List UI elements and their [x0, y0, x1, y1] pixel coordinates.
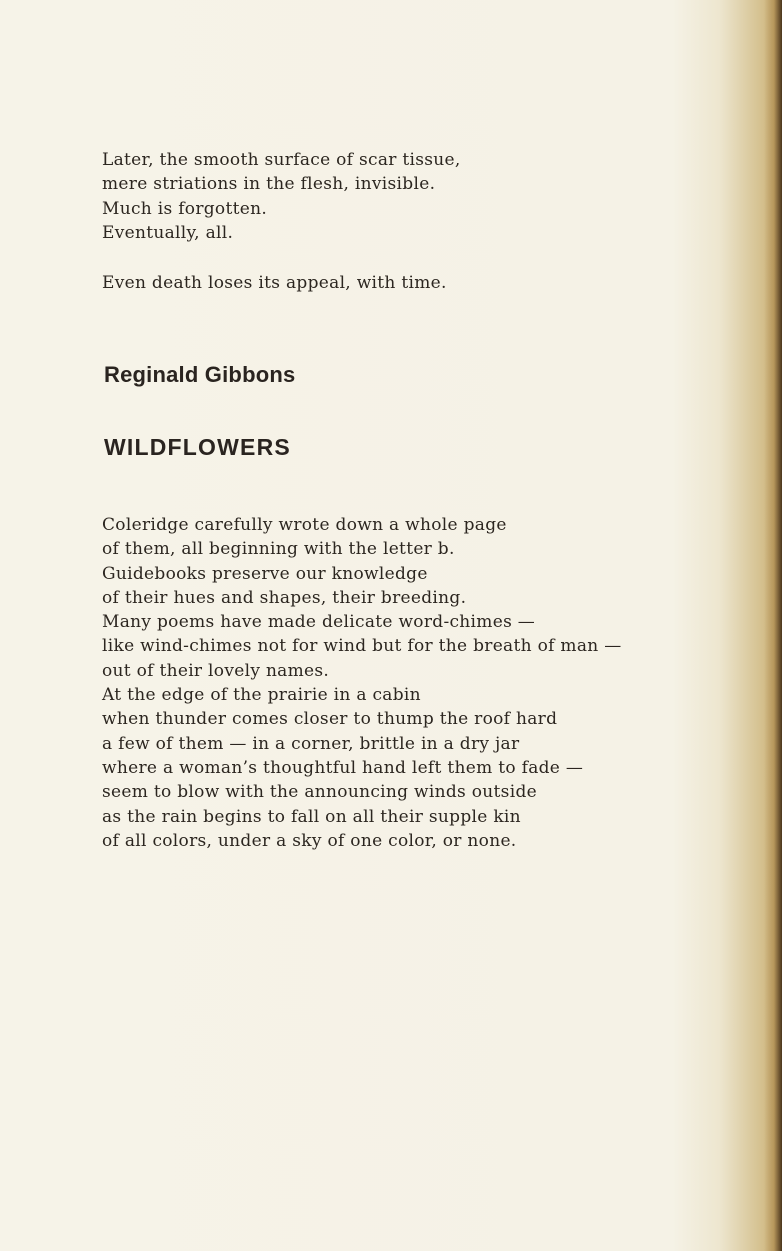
poem-line: where a woman’s thoughtful hand left them to fade — [102, 757, 584, 778]
previous-poem-stanza-2 [102, 271, 447, 295]
poem-line: seem to blow with the announcing winds outside [102, 782, 537, 803]
page-edge-shadow [764, 0, 782, 1251]
poem-line: Many poems have made delicate word-chimes — [102, 612, 536, 633]
poem-line: of their hues and shapes, their breeding. [102, 587, 467, 608]
poem-body [102, 513, 622, 853]
poem-line: Later, the smooth surface of scar tissue, [102, 150, 461, 170]
previous-poem-stanza-1 [102, 148, 461, 245]
poem-line: of them, all beginning with the letter b. [102, 539, 455, 560]
poem-line: Coleridge carefully wrote down a whole page [102, 515, 507, 535]
poem-line: mere striations in the flesh, invisible. [102, 174, 436, 195]
poem-line: out of their lovely names. [102, 660, 330, 681]
poem-line: like wind-chimes not for wind but for the breath of man — [102, 636, 622, 657]
poem-line: when thunder comes closer to thump the roof hard [102, 709, 558, 730]
author-name: Reginald Gibbons [104, 362, 296, 387]
poem-title: WILDFLOWERS [104, 434, 291, 460]
poem-line: At the edge of the prairie in a cabin [102, 685, 421, 706]
poem-line: as the rain begins to fall on all their supple kin [102, 806, 521, 827]
poem-line: a few of them — in a corner, brittle in a dry jar [102, 733, 520, 754]
poem-line: Even death loses its appeal, with time. [102, 273, 447, 293]
poem-line: of all colors, under a sky of one color, or none. [102, 830, 517, 851]
poem-line: Eventually, all. [102, 222, 234, 243]
poem-line: Much is forgotten. [102, 198, 268, 219]
poem-line: Guidebooks preserve our knowledge [102, 563, 428, 584]
